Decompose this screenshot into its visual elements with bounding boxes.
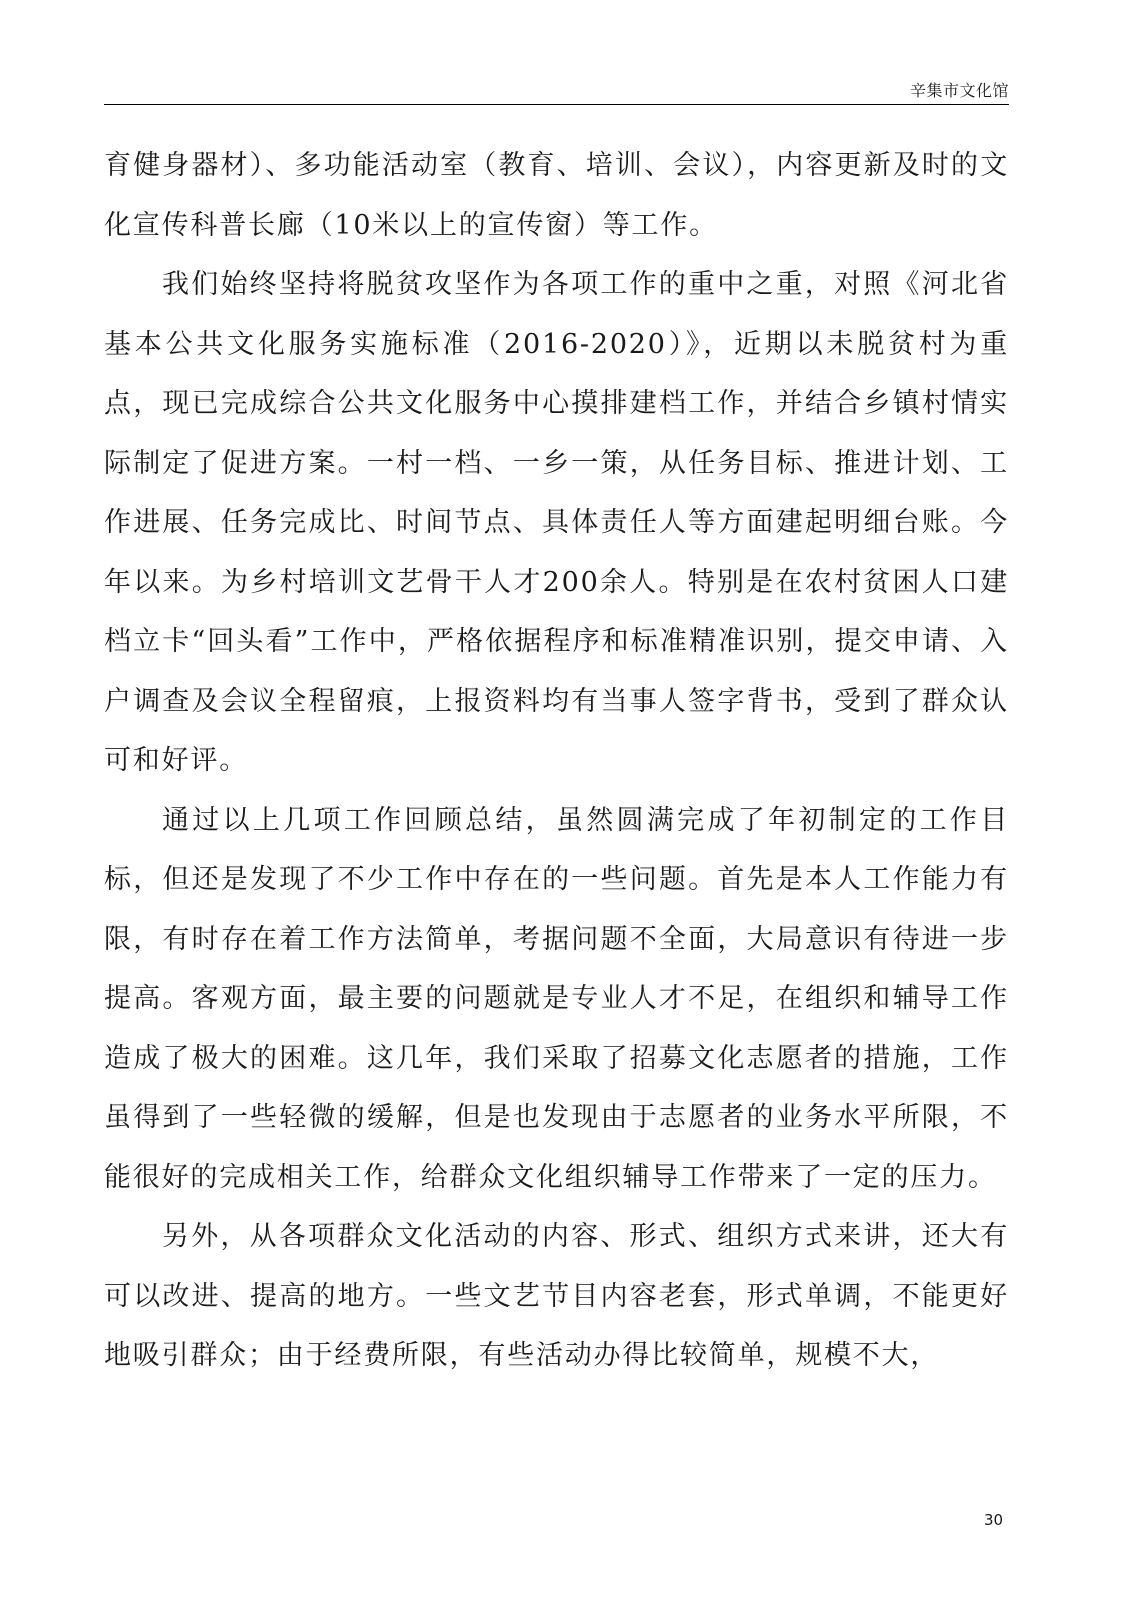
header-title: 辛集市文化馆: [909, 81, 1009, 100]
page-number: 30: [984, 1511, 1004, 1529]
paragraph-activity-improvement: 另外，从各项群众文化活动的内容、形式、组织方式来讲，还大有可以改进、提高的地方。一些文艺节目内容老套，形式单调，不能更好地吸引群众；由于经费所限，有些活动办得比较简单，规模不大，: [104, 1221, 1009, 1371]
paragraph-continuation: 育健身器材）、多功能活动室（教育、培训、会议），内容更新及时的文化宣传科普长廊（10米以上的宣传窗）等工作。: [104, 150, 1009, 241]
running-header: [104, 74, 1009, 105]
paragraph-poverty-alleviation: 我们始终坚持将脱贫攻坚作为各项工作的重中之重，对照《河北省基本公共文化服务实施标准（2016-2020）》，近期以未脱贫村为重点，现已完成综合公共文化服务中心摸排建档工作，并结合乡镇村情实际制定了促进方案。一村一档、一乡一策，从任务目标、推进计划、工作进展、任务完成比、时间节点、具体责任人等方面建起明细台账。今年以来。为乡村培训文艺骨干人才200余人。特别是在农村贫困人口建档立卡“回头看”工作中，严格依据程序和标准精准识别，提交申请、入户调查及会议全程留痕，上报资料均有当事人签字背书，受到了群众认可和好评。: [104, 269, 1009, 776]
document-body: [104, 136, 1009, 1386]
paragraph-review-problems: 通过以上几项工作回顾总结，虽然圆满完成了年初制定的工作目标，但还是发现了不少工作中存在的一些问题。首先是本人工作能力有限，有时存在着工作方法简单，考据问题不全面，大局意识有待进一步提高。客观方面，最主要的问题就是专业人才不足，在组织和辅导工作造成了极大的困难。这几年，我们采取了招募文化志愿者的措施，工作虽得到了一些轻微的缓解，但是也发现由于志愿者的业务水平所限，不能很好的完成相关工作，给群众文化组织辅导工作带来了一定的压力。: [104, 804, 1009, 1193]
